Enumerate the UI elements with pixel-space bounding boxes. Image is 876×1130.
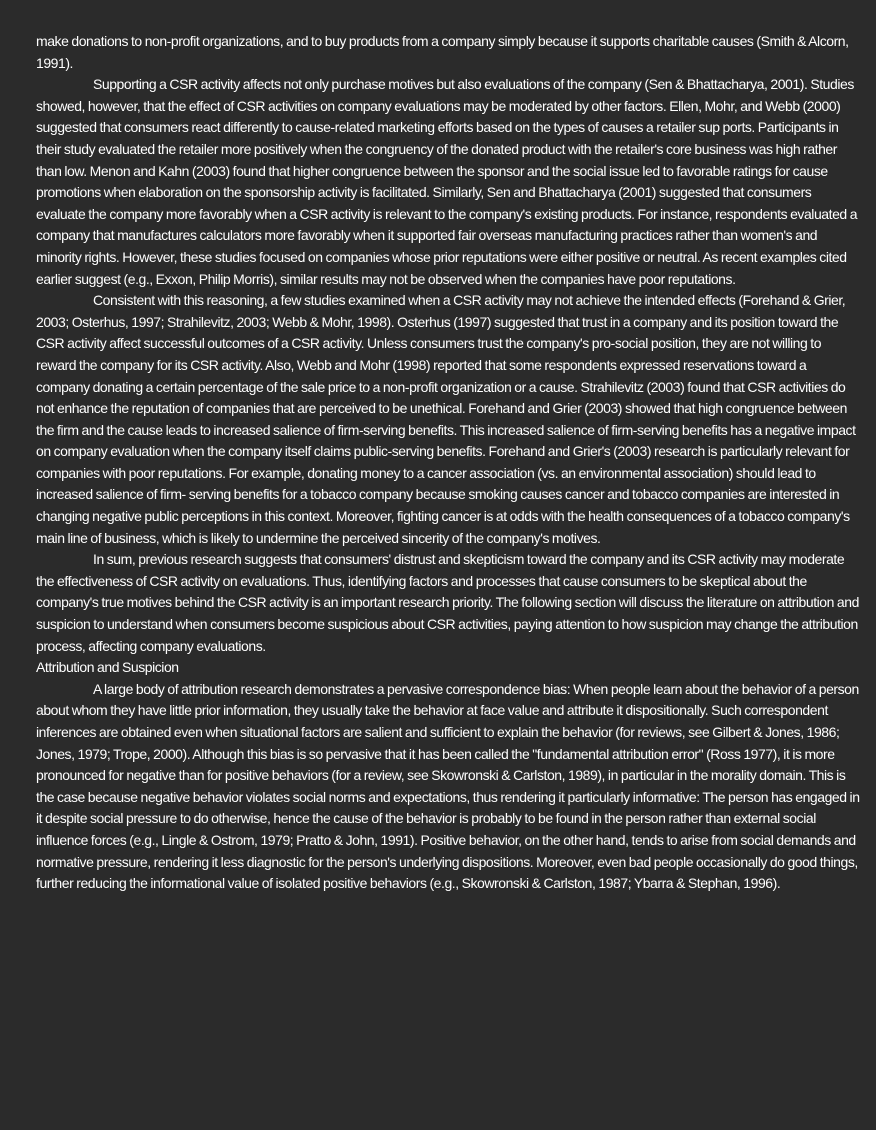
paragraph-csr-evaluations: Supporting a CSR activity affects not only purchase motives but also evaluations of the company (Sen & Bhattacharya, 2001). Studies showed, however, that the effect of CSR activities on company evaluations may be moderated by other factors. Ellen, Mohr, and Webb (2000) suggested that consumers react differently to cause-related marketing efforts based on the types of causes a retailer sup ports. Participants in their study evaluated the retailer more positively when the congruency of the donated product with the retailer's core business was high rather than low. Menon and Kahn (2003) found that higher congruence between the sponsor and the social issue led to favorable ratings for cause promotions when elaboration on the sponsorship activity is facilitated. Similarly, Sen and Bhattacharya (2001) suggested that consumers evaluate the company more favorably when a CSR activity is relevant to the company's existing products. For instance, respondents evaluated a company that manufactures calculators more favorably when it supported fair overseas manufacturing practices rather than women's and minority rights. However, these studies focused on companies whose prior reputations were either positive or neutral. As recent examples cited earlier suggest (e.g., Exxon, Philip Morris), similar results may not be observed when the companies have poor reputations. — [36, 76, 858, 287]
paragraph-summary: In sum, previous research suggests that consumers' distrust and skepticism toward the company and its CSR activity may moderate the effectiveness of CSR activity on evaluations. Thus, identifying factors and processes that cause consumers to be skeptical about the company's true motives behind the CSR activity is an important research priority. The following section will discuss the literature on attribution and suspicion to understand when consumers become suspicious about CSR activities, paying attention to how suspicion may change the attribution process, affecting company evaluations. — [36, 551, 859, 654]
document-page — [36, 31, 860, 895]
paragraph-csr-limitations: Consistent with this reasoning, a few studies examined when a CSR activity may not achieve the intended effects (Forehand & Grier, 2003; Osterhus, 1997; Strahilevitz, 2003; Webb & Mohr, 1998). Osterhus (1997) suggested that trust in a company and its position toward the CSR activity affect successful outcomes of a CSR activity. Unless consumers trust the company's pro-social position, they are not willing to reward the company for its CSR activity. Also, Webb and Mohr (1998) reported that some respondents expressed reservations toward a company donating a certain percentage of the sale price to a non-profit organization or a cause. Strahilevitz (2003) found that CSR activities do not enhance the reputation of companies that are perceived to be unethical. Forehand and Grier (2003) showed that high congruence between the firm and the cause leads to increased salience of firm-serving benefits. This increased salience of firm-serving benefits has a negative impact on company evaluation when the company itself claims public-serving benefits. Forehand and Grier's (2003) research is particularly relevant for companies with poor reputations. For example, donating money to a cancer association (vs. an environmental association) should lead to increased salience of firm- serving benefits for a tobacco company because smoking causes cancer and tobacco companies are interested in changing negative public perceptions in this context. Moreover, fighting cancer is at odds with the health consequences of a tobacco company's main line of business, which is likely to undermine the perceived sincerity of the company's motives. — [36, 292, 856, 546]
paragraph-attribution-bias: A large body of attribution research demonstrates a pervasive correspondence bias: When people learn about the behavior of a person about whom they have little prior information, they usually take the behavior at face value and attribute it dispositionally. Such correspondent inferences are obtained even when situational factors are salient and sufficient to explain the behavior (for reviews, see Gilbert & Jones, 1986; Jones, 1979; Trope, 2000). Although this bias is so pervasive that it has been called the "fundamental attribution error" (Ross 1977), it is more pronounced for negative than for positive behaviors (for a review, see Skowronski & Carlston, 1989), in particular in the morality domain. This is the case because negative behavior violates social norms and expectations, thus rendering it particularly informative: The person has engaged in it despite social pressure to do otherwise, hence the cause of the behavior is probably to be found in the person rather than external social influence forces (e.g., Lingle & Ostrom, 1979; Pratto & John, 1991). Positive behavior, on the other hand, tends to arise from social demands and normative pressure, rendering it less diagnostic for the person's underlying dispositions. Moreover, even bad people occasionally do good things, further reducing the informational value of isolated positive behaviors (e.g., Skowronski & Carlston, 1987; Ybarra & Stephan, 1996). — [36, 680, 860, 892]
paragraph-continuation: make donations to non-profit organizations, and to buy products from a company simply because it supports charitable causes (Smith & Alcorn, 1991). — [36, 33, 849, 71]
section-heading: Attribution and Suspicion — [36, 659, 179, 676]
